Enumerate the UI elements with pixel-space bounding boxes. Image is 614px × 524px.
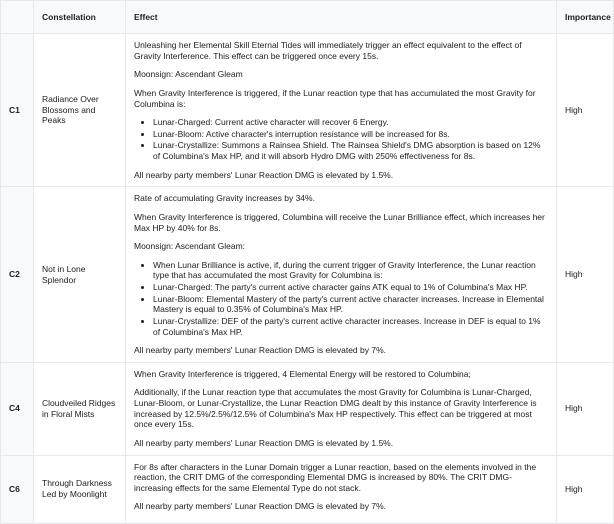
effect-paragraph: When Gravity Interference is triggered, if the Lunar reaction type that has accumulated the most Gravity for Columbina is: (134, 87, 536, 109)
constellation-rank: C6 (1, 455, 34, 523)
constellation-name: Through Darkness Led by Moonlight (34, 455, 126, 523)
constellation-rank: C1 (1, 34, 34, 187)
header-rank (1, 1, 34, 34)
constellation-name: Cloudveiled Ridges in Floral Mists (34, 362, 126, 455)
importance-value: High (557, 34, 614, 187)
constellation-rank: C2 (1, 187, 34, 363)
constellation-table-body (1, 34, 614, 524)
effect-list-item: • Lunar-Charged: The party's current active character gains ATK equal to 1% of Columbina's Max HP. (153, 282, 548, 293)
constellation-rank: C4 (1, 362, 34, 455)
effect-list-item: • Lunar-Charged: Current active character will recover 6 Energy. (153, 117, 548, 128)
effect-paragraph: All nearby party members' Lunar Reaction DMG is elevated by 1.5%. (134, 437, 394, 448)
header-constellation: Constellation (34, 1, 126, 34)
table-row (1, 187, 614, 363)
effect-paragraph: Rate of accumulating Gravity increases by 34%. (134, 193, 315, 204)
importance-value: High (557, 455, 614, 523)
effect-paragraph: Unleashing her Elemental Skill Eternal Tides will immediately trigger an effect equivalent to the effect of Gravity Interference. This effect can be triggered once every 15s. (134, 40, 522, 61)
effect-list-item: • When Lunar Brilliance is active, if, during the current trigger of Gravity Interference, the Lunar reaction type that has accumulated the most Gravity for Columbina is: (153, 260, 548, 281)
effect-list-item: • Lunar-Bloom: Elemental Mastery of the party's current active character increases. Increase in Elemental Mastery is equal to 0.35% of Columbina's Max HP. (153, 294, 548, 315)
table-row (1, 455, 614, 523)
header-effect: Effect (126, 1, 557, 34)
effect-list (134, 117, 548, 162)
importance-value: High (557, 362, 614, 455)
constellation-effect (126, 34, 557, 187)
effect-list-item: • Lunar-Crystallize: Summons a Rainsea Shield. The Rainsea Shield's DMG absorption is based on 12% of Columbina's Max HP, and it will absorb Hydro DMG with 250% effectiveness for 8s. (153, 140, 548, 161)
effect-list-item: • Lunar-Crystallize: DEF of the party's current active character increases. Increase in DEF is equal to 1% of Columbina's Max HP. (153, 316, 548, 337)
table-row (1, 34, 614, 187)
effect-paragraph: All nearby party members' Lunar Reaction DMG is elevated by 7%. (134, 345, 387, 356)
effect-list-item: • Lunar-Bloom: Active character's interruption resistance will be increased for 8s. (153, 129, 548, 140)
constellation-name: Not in Lone Splendor (34, 187, 126, 363)
effect-paragraph: When Gravity Interference is triggered, 4 Elemental Energy will be restored to Columbina; (134, 368, 471, 379)
table-row (1, 362, 614, 455)
effect-paragraph: All nearby party members' Lunar Reaction DMG is elevated by 1.5%. (134, 169, 394, 180)
header-importance: Importance (557, 1, 614, 34)
table-header-row (1, 1, 614, 34)
constellation-name: Radiance Over Blossoms and Peaks (34, 34, 126, 187)
importance-value: High (557, 187, 614, 363)
effect-paragraph: Moonsign: Ascendant Gleam: (134, 241, 246, 252)
effect-paragraph: When Gravity Interference is triggered, Columbina will receive the Lunar Brilliance effect, which increases her Max HP by 40% for 8s. (134, 211, 545, 233)
effect-paragraph: Additionally, if the Lunar reaction type that accumulates the most Gravity for Columbina is Lunar-Charged, Lunar-Bloom, or Lunar-Crystallize, the Lunar Reaction DMG dealt by this instance of Gravity Interference is increased by 12.5%/2.5%/12.5% of Columbina's Max HP respectively. This effect can be triggered at most once every 15s. (134, 387, 537, 430)
effect-paragraph: All nearby party members' Lunar Reaction DMG is elevated by 7%. (134, 501, 387, 512)
effect-paragraph: Moonsign: Ascendant Gleam (134, 69, 243, 80)
constellation-effect (126, 187, 557, 363)
effect-paragraph: For 8s after characters in the Lunar Domain trigger a Lunar reaction, based on the elements involved in the reaction, the CRIT DMG of the corresponding Elemental DMG is increased by 80%. The CRIT DMG-increasing effects for the same Elemental Type do not stack. (134, 461, 537, 493)
constellation-effect (126, 362, 557, 455)
constellation-effect (126, 455, 557, 523)
effect-list (134, 260, 548, 337)
